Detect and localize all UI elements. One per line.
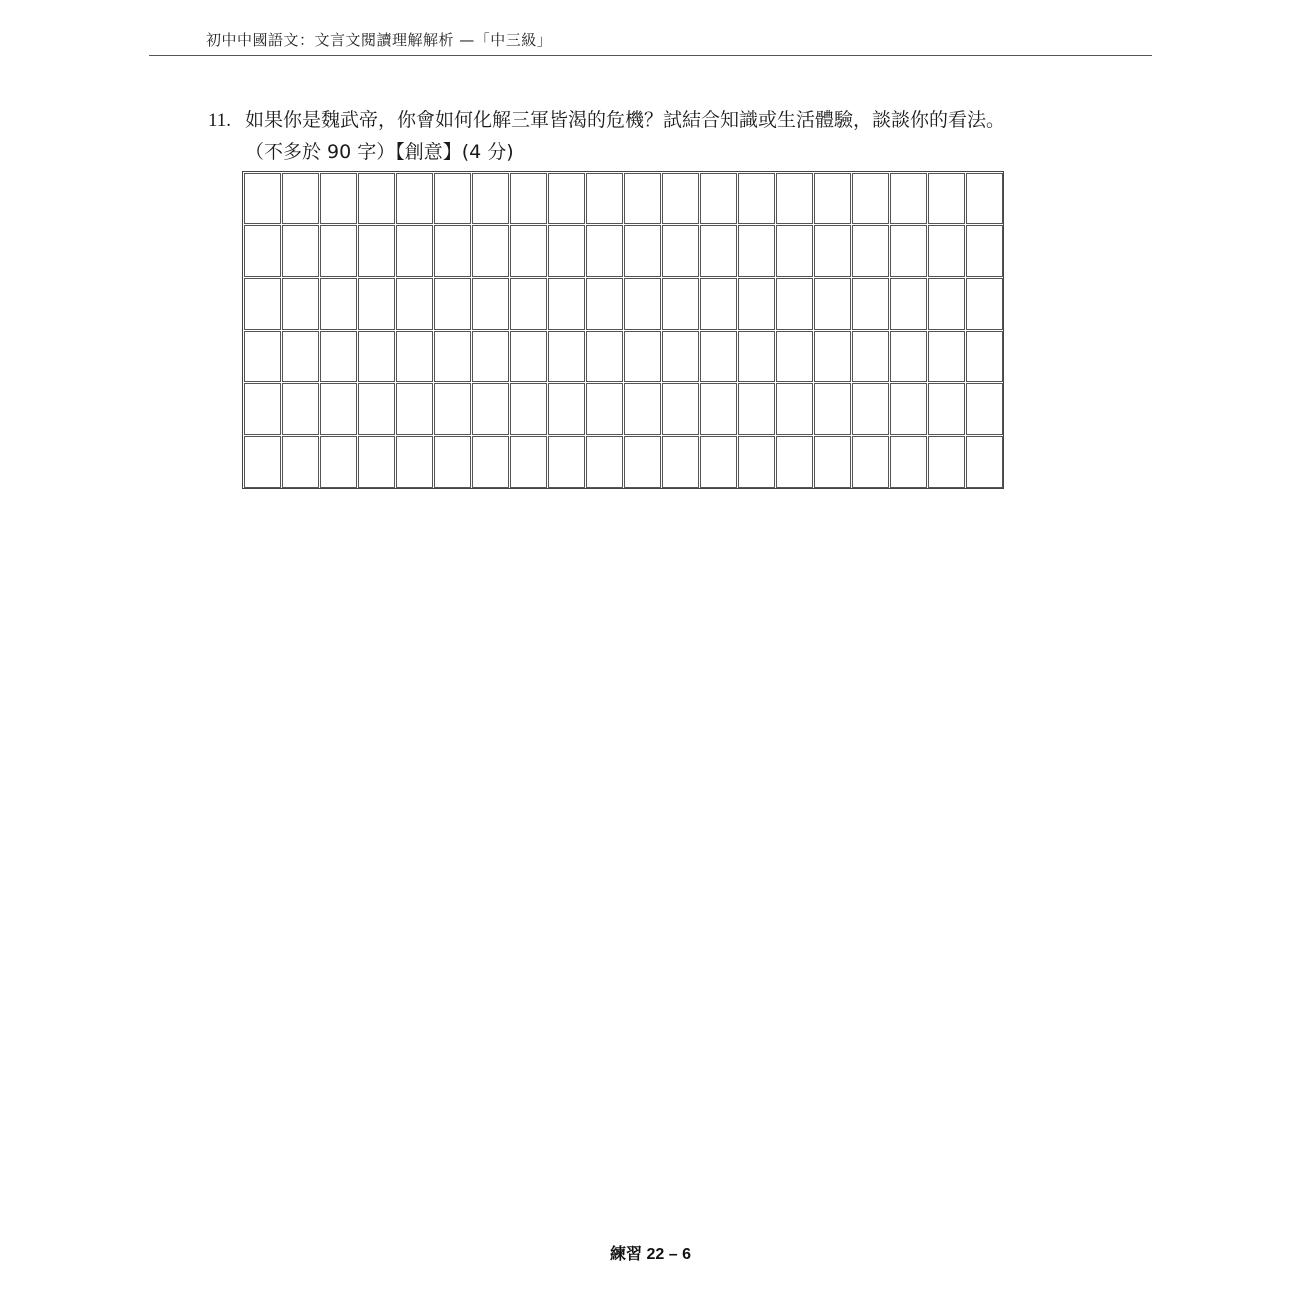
grid-cell[interactable] [548, 436, 585, 488]
grid-cell[interactable] [814, 383, 851, 435]
grid-cell[interactable] [624, 331, 661, 383]
grid-cell[interactable] [890, 436, 927, 488]
grid-cell[interactable] [738, 331, 775, 383]
grid-cell[interactable] [586, 278, 623, 330]
grid-cell[interactable] [928, 278, 965, 330]
grid-cell[interactable] [738, 278, 775, 330]
grid-cell[interactable] [814, 173, 851, 225]
page-number: 練習 22 – 6 [610, 1246, 691, 1263]
grid-cell[interactable] [586, 225, 623, 277]
grid-cell[interactable] [624, 173, 661, 225]
grid-cell[interactable] [358, 331, 395, 383]
grid-cell[interactable] [890, 331, 927, 383]
grid-cell[interactable] [966, 278, 1003, 330]
grid-cell[interactable] [396, 278, 433, 330]
grid-cell[interactable] [814, 331, 851, 383]
grid-cell[interactable] [358, 173, 395, 225]
grid-cell[interactable] [244, 173, 281, 225]
grid-cell[interactable] [472, 278, 509, 330]
grid-cell[interactable] [700, 278, 737, 330]
grid-cell[interactable] [434, 173, 471, 225]
grid-cell[interactable] [472, 173, 509, 225]
grid-cell[interactable] [548, 173, 585, 225]
grid-cell[interactable] [548, 331, 585, 383]
grid-cell[interactable] [890, 173, 927, 225]
answer-grid[interactable] [242, 171, 1004, 489]
question-11 [208, 104, 1005, 137]
grid-cell[interactable] [282, 331, 319, 383]
grid-cell[interactable] [776, 383, 813, 435]
grid-cell[interactable] [282, 173, 319, 225]
grid-cell[interactable] [624, 225, 661, 277]
grid-cell[interactable] [738, 173, 775, 225]
grid-cell[interactable] [282, 225, 319, 277]
grid-cell[interactable] [890, 383, 927, 435]
grid-cell[interactable] [776, 331, 813, 383]
grid-cell[interactable] [928, 225, 965, 277]
grid-cell[interactable] [244, 225, 281, 277]
grid-cell[interactable] [586, 173, 623, 225]
grid-cell[interactable] [966, 383, 1003, 435]
grid-cell[interactable] [852, 173, 889, 225]
grid-cell[interactable] [852, 331, 889, 383]
grid-cell[interactable] [738, 436, 775, 488]
grid-cell[interactable] [434, 436, 471, 488]
question-number: 11. [208, 110, 232, 131]
grid-cell[interactable] [548, 278, 585, 330]
grid-cell[interactable] [662, 278, 699, 330]
grid-cell[interactable] [814, 278, 851, 330]
grid-cell[interactable] [548, 225, 585, 277]
grid-cell[interactable] [510, 383, 547, 435]
grid-cell[interactable] [320, 173, 357, 225]
grid-cell[interactable] [928, 331, 965, 383]
grid-cell[interactable] [928, 383, 965, 435]
grid-cell[interactable] [472, 383, 509, 435]
grid-cell[interactable] [700, 331, 737, 383]
grid-cell[interactable] [966, 173, 1003, 225]
grid-cell[interactable] [396, 331, 433, 383]
grid-cell[interactable] [624, 383, 661, 435]
grid-cell[interactable] [738, 225, 775, 277]
grid-cell[interactable] [700, 383, 737, 435]
grid-cell[interactable] [396, 436, 433, 488]
grid-cell[interactable] [776, 225, 813, 277]
grid-cell[interactable] [776, 436, 813, 488]
grid-cell[interactable] [320, 331, 357, 383]
grid-cell[interactable] [662, 331, 699, 383]
grid-cell[interactable] [510, 331, 547, 383]
grid-cell[interactable] [776, 173, 813, 225]
grid-cell[interactable] [624, 436, 661, 488]
header-divider [149, 55, 1152, 56]
grid-cell[interactable] [320, 225, 357, 277]
grid-cell[interactable] [358, 436, 395, 488]
grid-cell[interactable] [244, 436, 281, 488]
grid-cell[interactable] [586, 436, 623, 488]
grid-cell[interactable] [548, 383, 585, 435]
grid-cell[interactable] [434, 383, 471, 435]
grid-cell[interactable] [852, 383, 889, 435]
grid-cell[interactable] [396, 383, 433, 435]
grid-cell[interactable] [700, 436, 737, 488]
grid-cell[interactable] [358, 225, 395, 277]
grid-cell[interactable] [320, 278, 357, 330]
question-text: 如果你是魏武帝，你會如何化解三軍皆渴的危機？試結合知識或生活體驗，談談你的看法。 [245, 109, 1006, 131]
grid-cell[interactable] [814, 436, 851, 488]
grid-cell[interactable] [966, 225, 1003, 277]
grid-cell[interactable] [890, 278, 927, 330]
grid-cell[interactable] [510, 173, 547, 225]
grid-cell[interactable] [434, 278, 471, 330]
grid-cell[interactable] [510, 225, 547, 277]
grid-cell[interactable] [700, 225, 737, 277]
grid-cell[interactable] [700, 173, 737, 225]
grid-cell[interactable] [472, 436, 509, 488]
grid-cell[interactable] [928, 436, 965, 488]
grid-cell[interactable] [282, 278, 319, 330]
grid-cell[interactable] [662, 383, 699, 435]
grid-cell[interactable] [966, 436, 1003, 488]
grid-cell[interactable] [776, 278, 813, 330]
grid-cell[interactable] [244, 331, 281, 383]
grid-cell[interactable] [282, 383, 319, 435]
grid-cell[interactable] [586, 383, 623, 435]
grid-cell[interactable] [852, 225, 889, 277]
grid-cell[interactable] [358, 383, 395, 435]
grid-cell[interactable] [624, 278, 661, 330]
grid-cell[interactable] [244, 383, 281, 435]
grid-cell[interactable] [510, 436, 547, 488]
grid-cell[interactable] [852, 436, 889, 488]
grid-cell[interactable] [890, 225, 927, 277]
grid-cell[interactable] [510, 278, 547, 330]
grid-cell[interactable] [396, 225, 433, 277]
grid-cell[interactable] [738, 383, 775, 435]
grid-cell[interactable] [586, 331, 623, 383]
grid-cell[interactable] [852, 278, 889, 330]
question-note: （不多於 90 字）【創意】(4 分) [245, 141, 514, 163]
grid-cell[interactable] [966, 331, 1003, 383]
grid-cell[interactable] [662, 225, 699, 277]
grid-cell[interactable] [282, 436, 319, 488]
grid-cell[interactable] [244, 278, 281, 330]
grid-cell[interactable] [320, 436, 357, 488]
grid-cell[interactable] [662, 173, 699, 225]
grid-cell[interactable] [472, 331, 509, 383]
grid-cell[interactable] [396, 173, 433, 225]
grid-cell[interactable] [434, 331, 471, 383]
grid-cell[interactable] [662, 436, 699, 488]
page-header: 初中中國語文：文言文閱讀理解解析 —「中三級」 [206, 31, 553, 49]
grid-cell[interactable] [814, 225, 851, 277]
grid-cell[interactable] [358, 278, 395, 330]
grid-cell[interactable] [928, 173, 965, 225]
grid-cell[interactable] [472, 225, 509, 277]
grid-cell[interactable] [434, 225, 471, 277]
grid-cell[interactable] [320, 383, 357, 435]
